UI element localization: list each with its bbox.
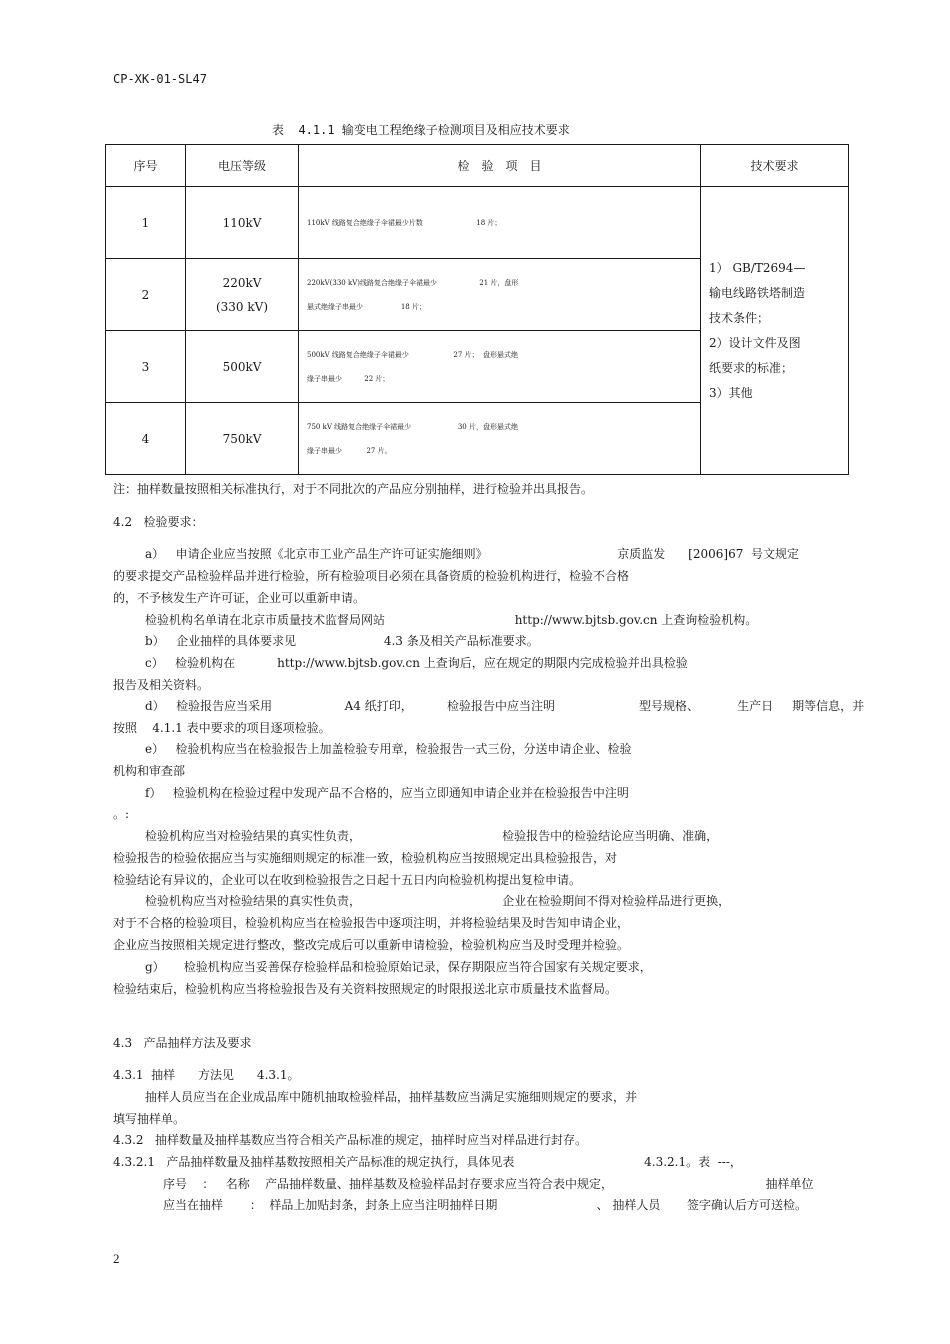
header-voltage: 电压等级 [186,145,299,187]
body-line: 检验报告的检验依据应当与实施细则规定的标准一致，检验机构应当按照规定出具检验报告，对 [113,851,618,865]
item-line-1: 220kV(330 kV)线路复合绝缘子伞裙最少 21 片，盘形 [307,278,519,287]
row-serial: 2 [106,259,186,331]
voltage-line-2: (330 kV) [215,299,269,314]
row-voltage [186,403,299,475]
body-line: e） 检验机构应当在检验报告上加盖检验专用章，检验报告一式三份，分送申请企业、检验 [145,742,632,756]
body-line: c） 检验机构在 http://www.bjtsb.gov.cn 上查询后，应在规定的期限内完成检验并出具检验 [145,656,688,670]
body-line: 的，不予核发生产许可证，企业可以重新申请。 [113,591,366,605]
body-line: g） 检验机构应当妥善保存检验样品和检验原始记录，保存期限应当符合国家有关规定要求， [145,960,652,974]
req-line: 2）设计文件及图 [709,335,801,350]
row-voltage [186,259,299,331]
req-line: 技术条件； [709,310,770,325]
voltage-line-1: 110kV [222,215,262,230]
table-caption: 表 4.1.1 输变电工程绝缘子检测项目及相应技术要求 [272,123,570,137]
body-line: f） 检验机构在检验过程中发现产品不合格的，应当立即通知申请企业并在检验报告中注明 [145,786,629,800]
requirements-cell [701,187,849,475]
body-line: 检验机构名单请在北京市质量技术监督局网站 http://www.bjtsb.gov.cn 上查询检验机构。 [145,613,758,627]
body-line: b） 企业抽样的具体要求见 4.3 条及相关产品标准要求。 [145,634,539,648]
row-serial: 4 [106,403,186,475]
item-line-2: 缘子串最少 22 片； [307,374,390,383]
item-line-1: 750 kV 线路复合绝缘子伞裙最少 30 片，盘形悬式绝 [307,422,518,431]
row-voltage [186,331,299,403]
body-line: 企业应当按照相关规定进行整改，整改完成后可以重新申请检验，检验机构应当及时受理并检验。 [113,938,630,952]
inspection-items-table [105,144,849,475]
body-line: 检验机构应当对检验结果的真实性负责， 企业在检验期间不得对检验样品进行更换， [145,894,731,908]
item-line-2: 悬式绝缘子串最少 18 片； [307,302,426,311]
table-header-row [106,145,849,187]
req-line: 1） GB/T2694— [709,260,806,275]
table-row [106,187,849,259]
body-line: 4.3.2.1 产品抽样数量及抽样基数按照相关产品标准的规定执行，具体见表 4.3.2.1。表 ---， [113,1155,742,1169]
row-voltage [186,187,299,259]
section-4-3-heading: 4.3 产品抽样方法及要求 [113,1036,252,1050]
row-serial: 3 [106,331,186,403]
section-4-2-heading: 4.2 检验要求： [113,515,204,529]
req-line: 3）其他 [709,385,753,400]
body-line: a） 申请企业应当按照《北京市工业产品生产许可证实施细则》 京质监发 [2006]67 号文规定 [145,547,799,561]
body-line: 机构和审查部 [113,764,186,778]
row-items [299,403,701,475]
row-items [299,259,701,331]
body-line: 4.3.1 抽样 方法见 4.3.1。 [113,1068,300,1082]
item-line-2: 缘子串最少 27 片。 [307,446,392,455]
body-line: 抽样人员应当在企业成品库中随机抽取检验样品，抽样基数应当满足实施细则规定的要求，并 [145,1090,638,1104]
header-items: 检 验 项 目 [299,145,701,187]
doc-code: CP-XK-01-SL47 [113,72,207,86]
body-line: 应当在抽样 ： 样品上加贴封条，封条上应当注明抽样日期 、 抽样人员 签字确认后方可送检。 [163,1198,808,1212]
header-requirements: 技术要求 [701,145,849,187]
body-line: 序号 ： 名称 产品抽样数量、抽样基数及检验样品封存要求应当符合表中规定， 抽样单位 [163,1177,814,1191]
req-line: 纸要求的标准； [709,360,794,375]
page-number: 2 [113,1251,120,1266]
row-items [299,331,701,403]
body-line: 按照 4.1.1 表中要求的项目逐项检验。 [113,721,331,735]
body-line: 检验结论有异议的，企业可以在收到检验报告之日起十五日内向检验机构提出复检申请。 [113,873,582,887]
row-items [299,187,701,259]
body-line: 4.3.2 抽样数量及抽样基数应当符合相关产品标准的规定，抽样时应当对样品进行封存。 [113,1133,587,1147]
req-line: 输电线路铁塔制造 [709,285,806,300]
body-line: 检验机构应当对检验结果的真实性负责， 检验报告中的检验结论应当明确、准确， [145,829,719,843]
body-line: 填写抽样单。 [113,1112,186,1126]
header-serial: 序号 [106,145,186,187]
body-line: 对于不合格的检验项目，检验机构应当在检验报告中逐项注明，并将检验结果及时告知申请企业， [113,916,630,930]
body-line: 检验结束后，检验机构应当将检验报告及有关资料按照规定的时限报送北京市质量技术监督局。 [113,982,618,996]
body-line: 。: [113,807,130,821]
table-footnote: 注：抽样数量按照相关标准执行，对于不同批次的产品应分别抽样，进行检验并出具报告。 [113,482,594,496]
voltage-line-1: 500kV [222,359,262,374]
body-line: 的要求提交产品检验样品并进行检验，所有检验项目必须在具备资质的检验机构进行，检验不合格 [113,569,630,583]
item-line-1: 500kV 线路复合绝缘子伞裙最少 27 片； 盘形悬式绝 [307,350,518,359]
body-line: 报告及相关资料。 [113,678,210,692]
row-serial: 1 [106,187,186,259]
body-line: d） 检验报告应当采用 A4 纸打印， 检验报告中应当注明 型号规格、 生产日 期等信息，并 [145,699,865,713]
voltage-line-1: 220kV [222,275,262,290]
voltage-line-1: 750kV [222,431,262,446]
item-line-1: 110kV 线路复合绝缘子伞裙最少片数 18 片； [307,218,502,227]
